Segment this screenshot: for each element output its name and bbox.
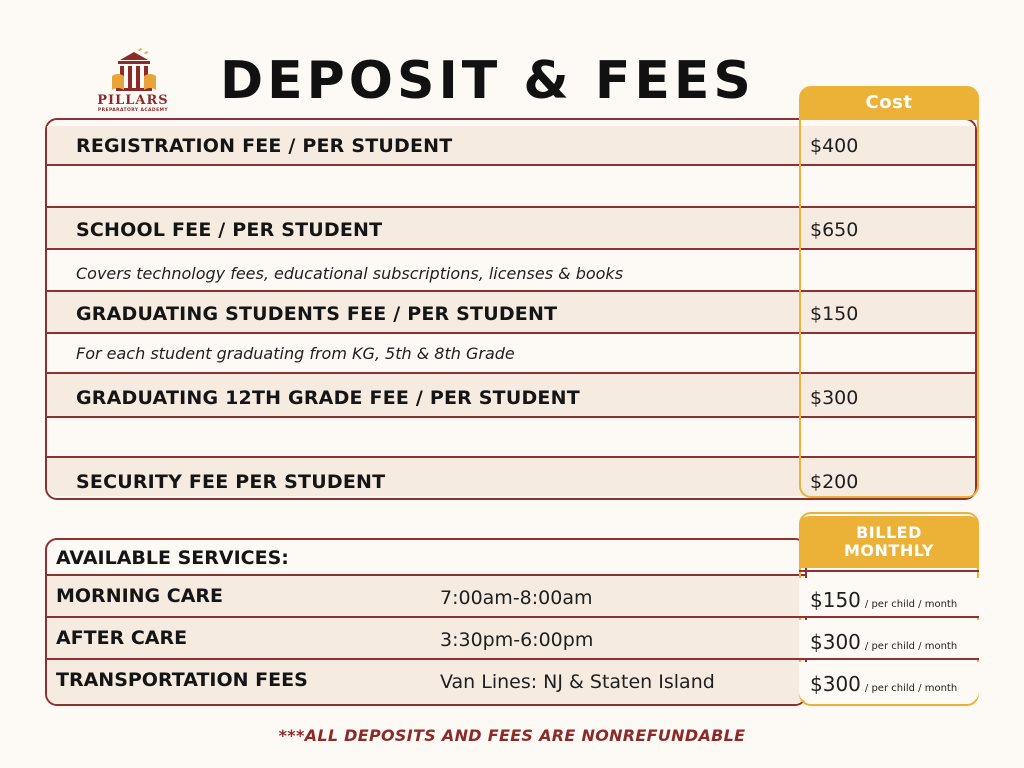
cost-column-outline <box>799 118 979 498</box>
cost-column-header: Cost <box>799 86 979 120</box>
fee-price: $300 <box>810 387 859 409</box>
logo-text <box>92 94 174 114</box>
row-divider <box>799 658 979 660</box>
service-time: 3:30pm-6:00pm <box>440 629 594 651</box>
service-unit: / per child / month <box>864 683 958 694</box>
service-price-morning <box>799 578 979 616</box>
fee-price: $200 <box>810 471 859 493</box>
service-price-transportation <box>799 662 979 702</box>
service-unit: / per child / month <box>864 641 958 652</box>
fee-label: GRADUATING 12TH GRADE FEE / PER STUDENT <box>76 387 580 409</box>
service-price: $300 <box>810 672 861 696</box>
row-divider <box>799 570 979 572</box>
fee-price: $150 <box>810 303 859 325</box>
service-row-morning <box>47 576 805 616</box>
nonrefundable-notice: ***ALL DEPOSITS AND FEES ARE NONREFUNDABLE <box>278 726 746 745</box>
services-header-row <box>47 540 805 574</box>
fee-label: REGISTRATION FEE / PER STUDENT <box>76 135 453 157</box>
fee-price: $400 <box>810 135 859 157</box>
fee-note: For each student graduating from KG, 5th & 8th Grade <box>76 344 515 363</box>
service-time: Van Lines: NJ & Staten Island <box>440 671 715 693</box>
service-price: $150 <box>810 588 861 612</box>
page-title: DEPOSIT & FEES <box>220 51 755 111</box>
service-price: $300 <box>810 630 861 654</box>
service-label: AFTER CARE <box>56 627 188 649</box>
service-unit: / per child / month <box>864 599 958 610</box>
service-label: MORNING CARE <box>56 585 224 607</box>
fee-label: SECURITY FEE PER STUDENT <box>76 471 386 493</box>
service-row-transportation <box>47 660 805 704</box>
service-time: 7:00am-8:00am <box>440 587 593 609</box>
logo-subtitle: PREPARATORY ACADEMY <box>97 108 169 113</box>
billed-header-line1: BILLED <box>856 523 922 542</box>
fee-note: Covers technology fees, educational subscriptions, licenses & books <box>76 264 624 283</box>
service-label: TRANSPORTATION FEES <box>56 669 308 691</box>
logo-name: PILLARS <box>97 93 169 108</box>
fee-price: $650 <box>810 219 859 241</box>
billed-monthly-header <box>799 516 979 568</box>
service-price-after-care <box>799 620 979 658</box>
services-header: AVAILABLE SERVICES: <box>56 547 289 569</box>
fee-label: GRADUATING STUDENTS FEE / PER STUDENT <box>76 303 558 325</box>
fee-label: SCHOOL FEE / PER STUDENT <box>76 219 383 241</box>
service-row-after-care <box>47 618 805 658</box>
row-divider <box>799 616 979 618</box>
billed-header-line2: MONTHLY <box>843 541 934 560</box>
